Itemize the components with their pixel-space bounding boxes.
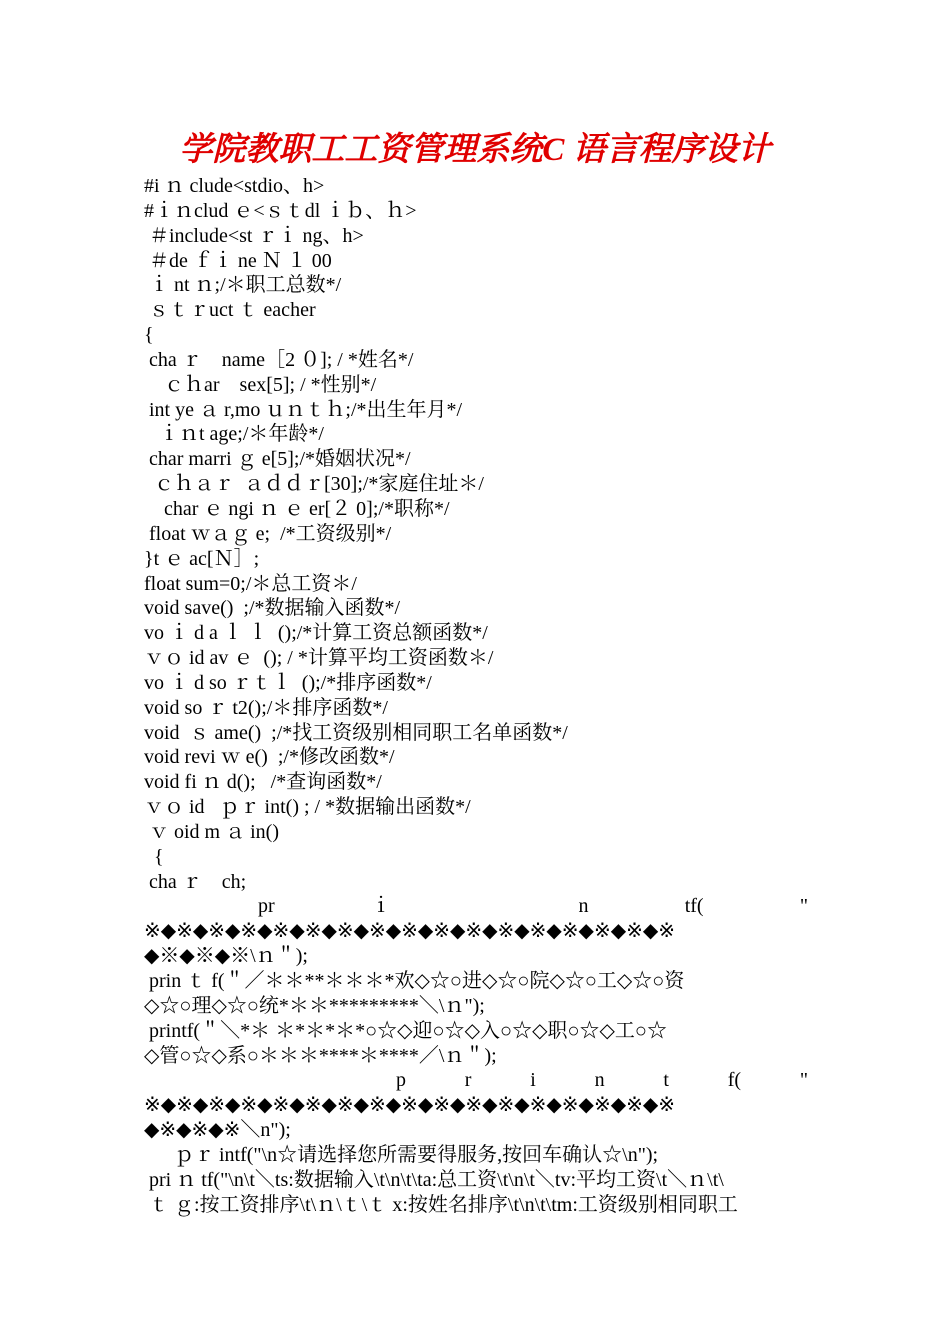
code-line: ※◆※◆※◆※◆※◆※◆※◆※◆※◆※◆※◆※◆※◆※◆※◆※◆※ [144, 1094, 675, 1117]
code-line: #i ｎ clude<stdio、h> [144, 175, 325, 197]
code-line: printf(＂＼*＊ ＊*＊*＊*○☆◇迎○☆◇入○☆◇职○☆◇工○☆ [144, 1019, 668, 1042]
code-line: prin ｔ f(＂／＊＊**＊＊＊*欢◇☆○进◇☆○院◇☆○工◇☆○资 [144, 970, 685, 992]
code-line: pri ｎ tf("\n\t＼ts:数据输入\t\n\t\ta:总工资\t\n\t＼tv:平均工资\t＼ｎ\t\ [144, 1168, 724, 1191]
document-title: 学院教职工工资管理系统C 语言程序设计 [179, 132, 771, 168]
code-line: float ｗａｇ e; /*工资级别*/ [144, 522, 392, 545]
code-line: ＃de ｆｉ ne Ｎ １ 00 [144, 249, 332, 272]
code-line: { [144, 845, 164, 868]
code-line: vo ｉ d so ｒｔｌ ();/*排序函数*/ [144, 671, 432, 694]
code-line: void fi ｎ d(); /*查询函数*/ [144, 771, 382, 794]
code-line: ｖｏ id ｐｒ int() ; / *数据输出函数*/ [144, 796, 471, 819]
code-line: cha ｒ name［2 ０]; / *姓名*/ [144, 348, 414, 371]
code-line: char marri ｇ e[5];/*婚姻状况*/ [144, 448, 411, 471]
code-line: ｖ oid m ａ in() [144, 820, 279, 843]
code-line: ※◆※◆※◆※◆※◆※◆※◆※◆※◆※◆※◆※◆※◆※◆※◆※◆※ [144, 920, 675, 943]
code-line: int ye ａ r,mo ｕｎｔｈ;/*出生年月*/ [144, 398, 463, 421]
code-line: float sum=0;/＊总工资＊/ [144, 572, 357, 595]
code-line: p r i n t f( " [396, 1069, 808, 1092]
code-line: void revi ｗ e() ;/*修改函数*/ [144, 746, 395, 769]
code-line: { [144, 324, 154, 347]
code-line: pr ｉ n tf( " [258, 895, 808, 918]
code-line: ｃｈar sex[5]; / *性别*/ [144, 373, 377, 396]
code-listing [144, 174, 808, 1217]
code-line: vo ｉ d a ｌ ｌ ();/*计算工资总额函数*/ [144, 622, 488, 645]
code-line: ◆※◆※◆※\ｎ＂); [144, 945, 308, 968]
code-line: ｉ nt ｎ;/＊职工总数*/ [144, 274, 342, 297]
code-line: ＃include<st ｒｉ ng、h> [144, 224, 364, 247]
code-line: ｖｏ id av ｅ (); / *计算平均工资函数＊/ [144, 647, 494, 670]
code-line: void save() ;/*数据输入函数*/ [144, 597, 401, 620]
code-line: ｓｔｒuct ｔ eacher [144, 299, 316, 322]
code-line: ｉｎt age;/＊年龄*/ [144, 423, 324, 446]
code-line: ｔ ｇ:按工资排序\t\ｎ\ｔ\ｔ x:按姓名排序\t\n\t\tm:工资级别相同职工 [144, 1193, 738, 1216]
code-line: ◆※◆※◆※＼n"); [144, 1119, 291, 1142]
code-line: ◇管○☆◇系○＊＊＊****＊****／\ｎ＂); [144, 1044, 497, 1067]
code-line: void ｓ ame() ;/*找工资级别相同职工名单函数*/ [144, 721, 568, 744]
code-line: #ｉｎclud ｅ<ｓｔdl ｉｂ、ｈ> [144, 199, 417, 222]
code-line: char ｅ ngi ｎ ｅ er[２ 0];/*职称*/ [144, 497, 450, 520]
code-line: void so ｒ t2();/＊排序函数*/ [144, 696, 388, 719]
code-line: }t ｅ ac[Ｎ］; [144, 547, 260, 570]
code-line: ◇☆○理◇☆○统*＊＊*********＼\ｎ"); [144, 994, 485, 1017]
code-line: ｃｈａｒ ａｄｄｒ[30];/*家庭住址＊/ [144, 473, 484, 496]
code-line: cha ｒ ch; [144, 870, 247, 893]
code-line: ｐｒ intf("\n☆请选择您所需要得服务,按回车确认☆\n"); [144, 1143, 659, 1166]
